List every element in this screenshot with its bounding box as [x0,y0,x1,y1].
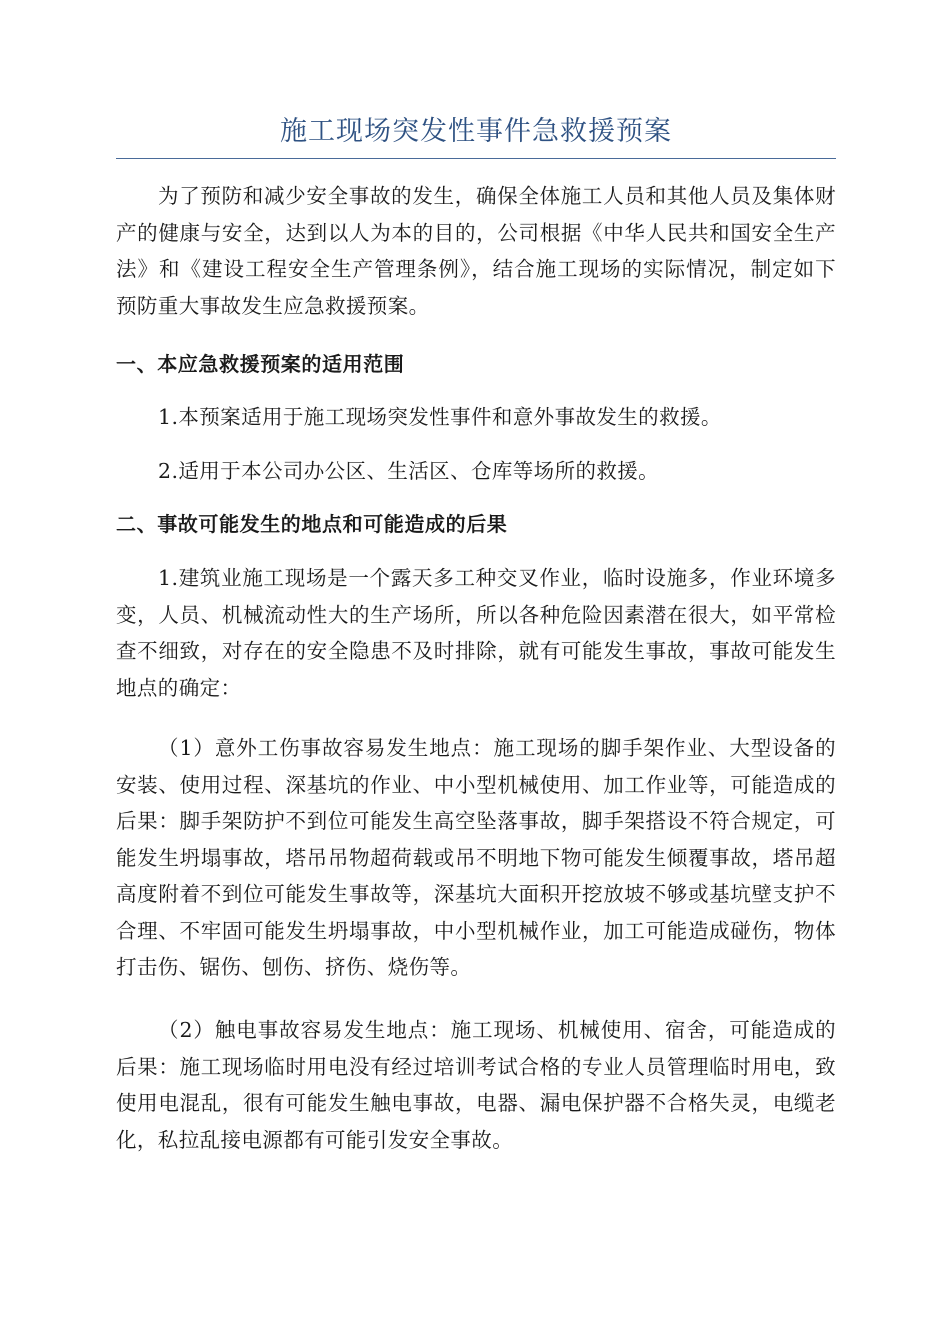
section-1-item-1: 1.本预案适用于施工现场突发性事件和意外事故发生的救援。 [158,405,722,429]
section-1-item-2: 2.适用于本公司办公区、生活区、仓库等场所的救援。 [158,459,660,483]
section-2-heading: 二、事故可能发生的地点和可能造成的后果 [116,512,508,536]
title-block [116,110,836,159]
section-2-item-1: 1.建筑业施工现场是一个露天多工种交叉作业，临时设施多，作业环境多变，人员、机械流动性大的生产场所，所以各种危险因素潜在很大，如平常检查不细致，对存在的安全隐患不及时排除，就有可能发生事故，事故可能发生地点的确定： [116,566,836,700]
document-title: 施工现场突发性事件急救援预案 [280,116,672,147]
intro-paragraph: 为了预防和减少安全事故的发生，确保全体施工人员和其他人员及集体财产的健康与安全，达到以人为本的目的，公司根据《中华人民共和国安全生产法》和《建设工程安全生产管理条例》，结合施工现场的实际情况，制定如下预防重大事故发生应急救援预案。 [116,184,836,318]
section-2-subitem-1: （1）意外工伤事故容易发生地点：施工现场的脚手架作业、大型设备的安装、使用过程、深基坑的作业、中小型机械使用、加工作业等，可能造成的后果：脚手架防护不到位可能发生高空坠落事故，脚手架搭设不符合规定，可能发生坍塌事故，塔吊吊物超荷载或吊不明地下物可能发生倾覆事故，塔吊超高度附着不到位可能发生事故等，深基坑大面积开挖放坡不够或基坑壁支护不合理、不牢固可能发生坍塌事故，中小型机械作业，加工可能造成碰伤，物体打击伤、锯伤、刨伤、挤伤、烧伤等。 [116,736,836,979]
section-2-subitem-2: （2）触电事故容易发生地点：施工现场、机械使用、宿舍，可能造成的后果：施工现场临时用电没有经过培训考试合格的专业人员管理临时用电，致使用电混乱，很有可能发生触电事故，电器、漏电保护器不合格失灵，电缆老化，私拉乱接电源都有可能引发安全事故。 [116,1018,836,1152]
section-1-heading: 一、本应急救援预案的适用范围 [116,352,405,376]
